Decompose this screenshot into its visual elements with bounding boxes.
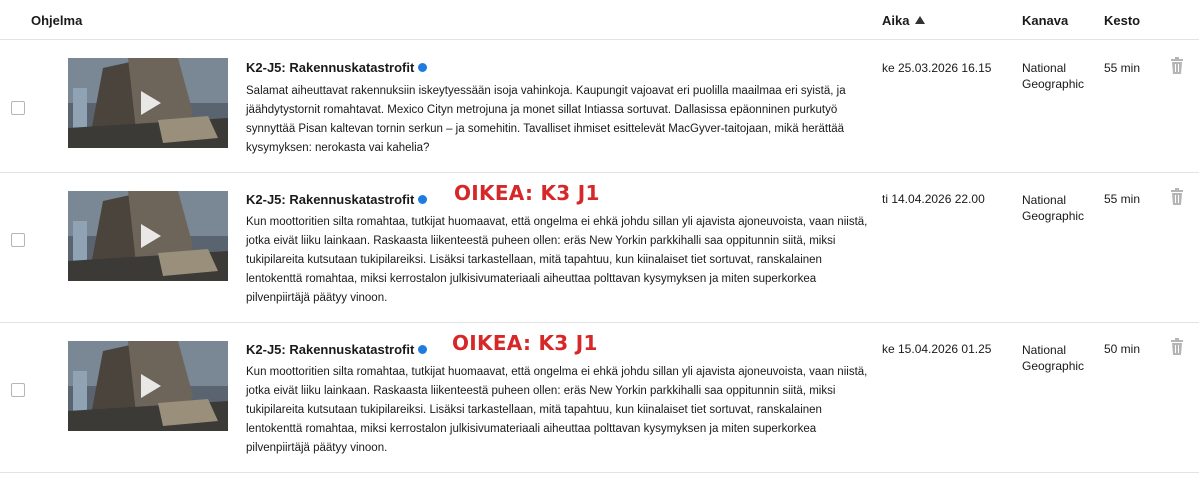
trash-icon[interactable] bbox=[1170, 57, 1184, 74]
blue-dot-icon bbox=[418, 345, 427, 354]
trash-icon[interactable] bbox=[1170, 188, 1184, 205]
sort-ascending-icon[interactable] bbox=[915, 16, 925, 24]
row-checkbox[interactable] bbox=[11, 101, 25, 115]
program-thumbnail[interactable] bbox=[68, 58, 228, 148]
channel-name: National Geographic bbox=[1022, 343, 1085, 373]
duration: 55 min bbox=[1104, 61, 1141, 75]
broadcast-time: ke 15.04.2026 01.25 bbox=[882, 342, 992, 356]
broadcast-time: ti 14.04.2026 22.00 bbox=[882, 192, 985, 206]
column-header-program[interactable]: Ohjelma bbox=[31, 13, 83, 28]
blue-dot-icon bbox=[418, 195, 427, 204]
channel-name: National Geographic bbox=[1022, 193, 1085, 223]
table-row bbox=[0, 323, 1199, 473]
program-thumbnail[interactable] bbox=[68, 341, 228, 431]
program-thumbnail[interactable] bbox=[68, 191, 228, 281]
program-title[interactable]: K2-J5: Rakennuskatastrofit bbox=[246, 192, 427, 207]
column-header-channel[interactable]: Kanava bbox=[1022, 13, 1069, 28]
blue-dot-icon bbox=[418, 63, 427, 72]
program-description: Kun moottoritien silta romahtaa, tutkijat huomaavat, että ongelma ei ehkä johdu sillan yli ajavista ajoneuvoista, vaan niistä, jotka eivät liiku lainkaan. Raskaasta liikenteestä puheen ollen: eräs New Yorkin parkkihalli saa oppitunnin siitä, miksi tukipilareita kutsutaan tukipilareiksi. Lisäksi tarkastellaan, mitä tapahtuu, kun kiinalaiset tiet sortuvat, ranskalainen lentokenttä romahtaa, miksi kerrostalon julkisivumateriaali aiheuttaa polttavan kysymyksen ja miten superkorkea pilvenpiirtäjä päätyy vinoon. bbox=[246, 216, 868, 304]
program-title[interactable]: K2-J5: Rakennuskatastrofit bbox=[246, 60, 427, 75]
trash-icon[interactable] bbox=[1170, 338, 1184, 355]
correction-annotation: OIKEA: K3 J1 bbox=[452, 331, 598, 355]
table-header bbox=[0, 0, 1199, 40]
program-description: Kun moottoritien silta romahtaa, tutkijat huomaavat, että ongelma ei ehkä johdu sillan yli ajavista ajoneuvoista, vaan niistä, jotka eivät liiku lainkaan. Raskaasta liikenteestä puheen ollen: eräs New Yorkin parkkihalli saa oppitunnin siitä, miksi tukipilareita kutsutaan tukipilareiksi. Lisäksi tarkastellaan, mitä tapahtuu, kun kiinalaiset tiet sortuvat, ranskalainen lentokenttä romahtaa, miksi kerrostalon julkisivumateriaali aiheuttaa polttavan kysymyksen ja miten superkorkea pilvenpiirtäjä päätyy vinoon. bbox=[246, 366, 868, 454]
row-checkbox[interactable] bbox=[11, 233, 25, 247]
column-header-time-label: Aika bbox=[882, 13, 910, 28]
duration: 55 min bbox=[1104, 192, 1141, 206]
correction-annotation: OIKEA: K3 J1 bbox=[454, 181, 600, 205]
program-description: Salamat aiheuttavat rakennuksiin iskeytyessään isoja vahinkoja. Kaupungit vajoavat eri puolilla maailmaa eri syistä, ja jäähdytystornit romahtavat. Mexico Cityn metrojuna ja monet sillat Intiassa sortuvat. Dallasissa epäonninen purkutyö synnyttää Pisan kaltevan tornin serkun – ja somehitin. Tavalliset ihmiset esittelevät MacGyver-taitojaan, mikä herättää kysymyksen: nerokasta vai kahelia? bbox=[246, 85, 846, 154]
table-row bbox=[0, 173, 1199, 323]
duration: 50 min bbox=[1104, 342, 1141, 356]
channel-name: National Geographic bbox=[1022, 61, 1085, 91]
column-header-duration[interactable]: Kesto bbox=[1104, 13, 1141, 28]
broadcast-time: ke 25.03.2026 16.15 bbox=[882, 61, 992, 75]
row-checkbox[interactable] bbox=[11, 383, 25, 397]
column-header-time[interactable] bbox=[882, 13, 925, 28]
program-title[interactable]: K2-J5: Rakennuskatastrofit bbox=[246, 342, 427, 357]
table-row bbox=[0, 40, 1199, 173]
